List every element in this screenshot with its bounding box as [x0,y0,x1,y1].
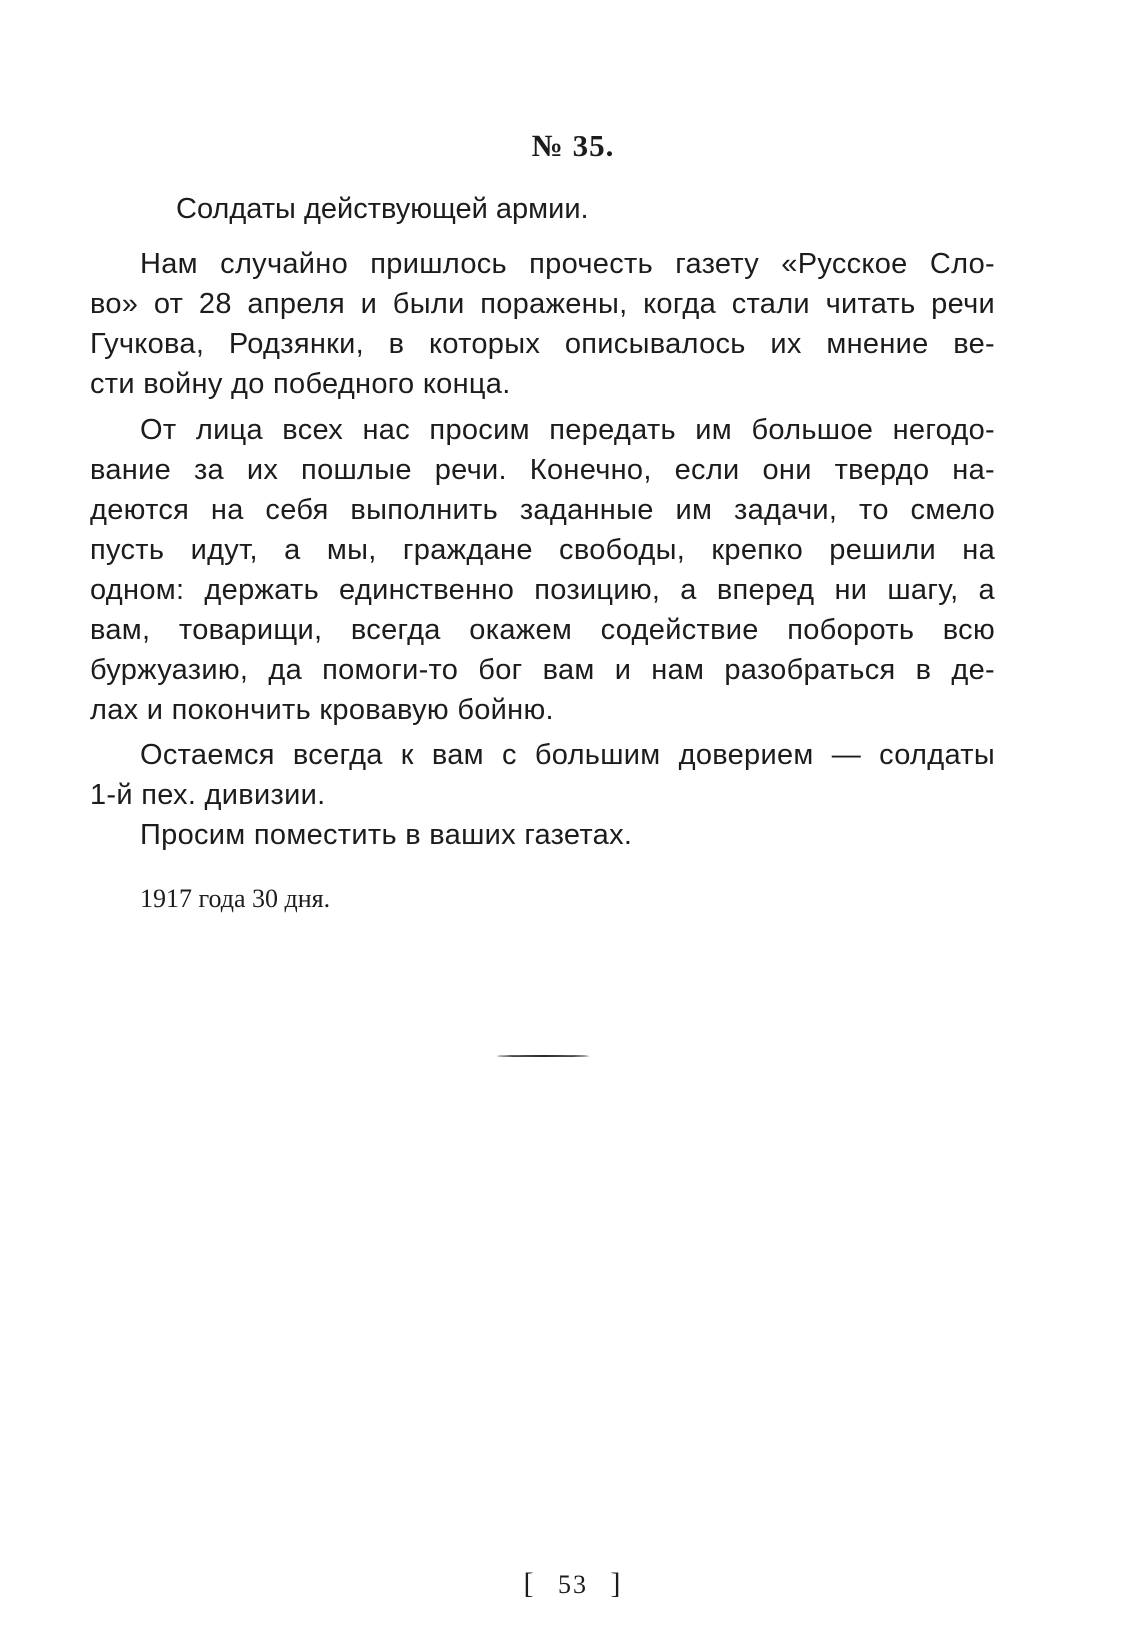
paragraph-line: вание за их пошлые речи. Конечно, если они твердо на- [90,454,995,486]
document-date: 1917 года 30 дня. [140,884,331,913]
paragraph-line: пусть идут, а мы, граждане свободы, крепко решили на [90,534,995,566]
separator-rule [497,1055,589,1057]
paragraph-line: одном: держать единственно позицию, а вперед ни шагу, а [90,574,995,606]
paragraph-1 [90,244,995,404]
paragraph-line: лах и покончить кровавую бойню. [90,694,554,726]
paragraph-3 [90,735,995,815]
paragraph-line: Просим поместить в ваших газетах. [140,819,633,851]
paragraph-line: буржуазию, да помоги-то бог вам и нам разобраться в де- [90,654,995,686]
paragraph-line: От лица всех нас просим передать им большое негодо- [140,414,995,446]
page-number [0,1567,1146,1601]
paragraph-4 [90,815,995,855]
paragraph-line: Остаемся всегда к вам с большим доверием — солдаты [140,739,995,771]
paragraph-line: во» от 28 апреля и были поражены, когда стали читать речи [90,288,995,320]
paragraph-line: 1-й пех. дивизии. [90,779,326,811]
paragraph-line: Нам случайно пришлось прочесть газету «Русское Сло- [140,248,995,280]
page-bracket-left: [ [523,1567,536,1600]
paragraph-line: Гучкова, Родзянки, в которых описывалось их мнение ве- [90,328,995,360]
paragraph-2 [90,410,995,730]
addressee-heading: Солдаты действующей армии. [176,193,589,225]
document-number: № 35. [531,128,615,163]
page-number-value: 53 [558,1570,588,1599]
page-bracket-right: ] [610,1567,623,1600]
paragraph-line: сти войну до победного конца. [90,368,511,400]
paragraph-line: деются на себя выполнить заданные им задачи, то смело [90,494,995,526]
paragraph-line: вам, товарищи, всегда окажем содействие побороть всю [90,614,995,646]
